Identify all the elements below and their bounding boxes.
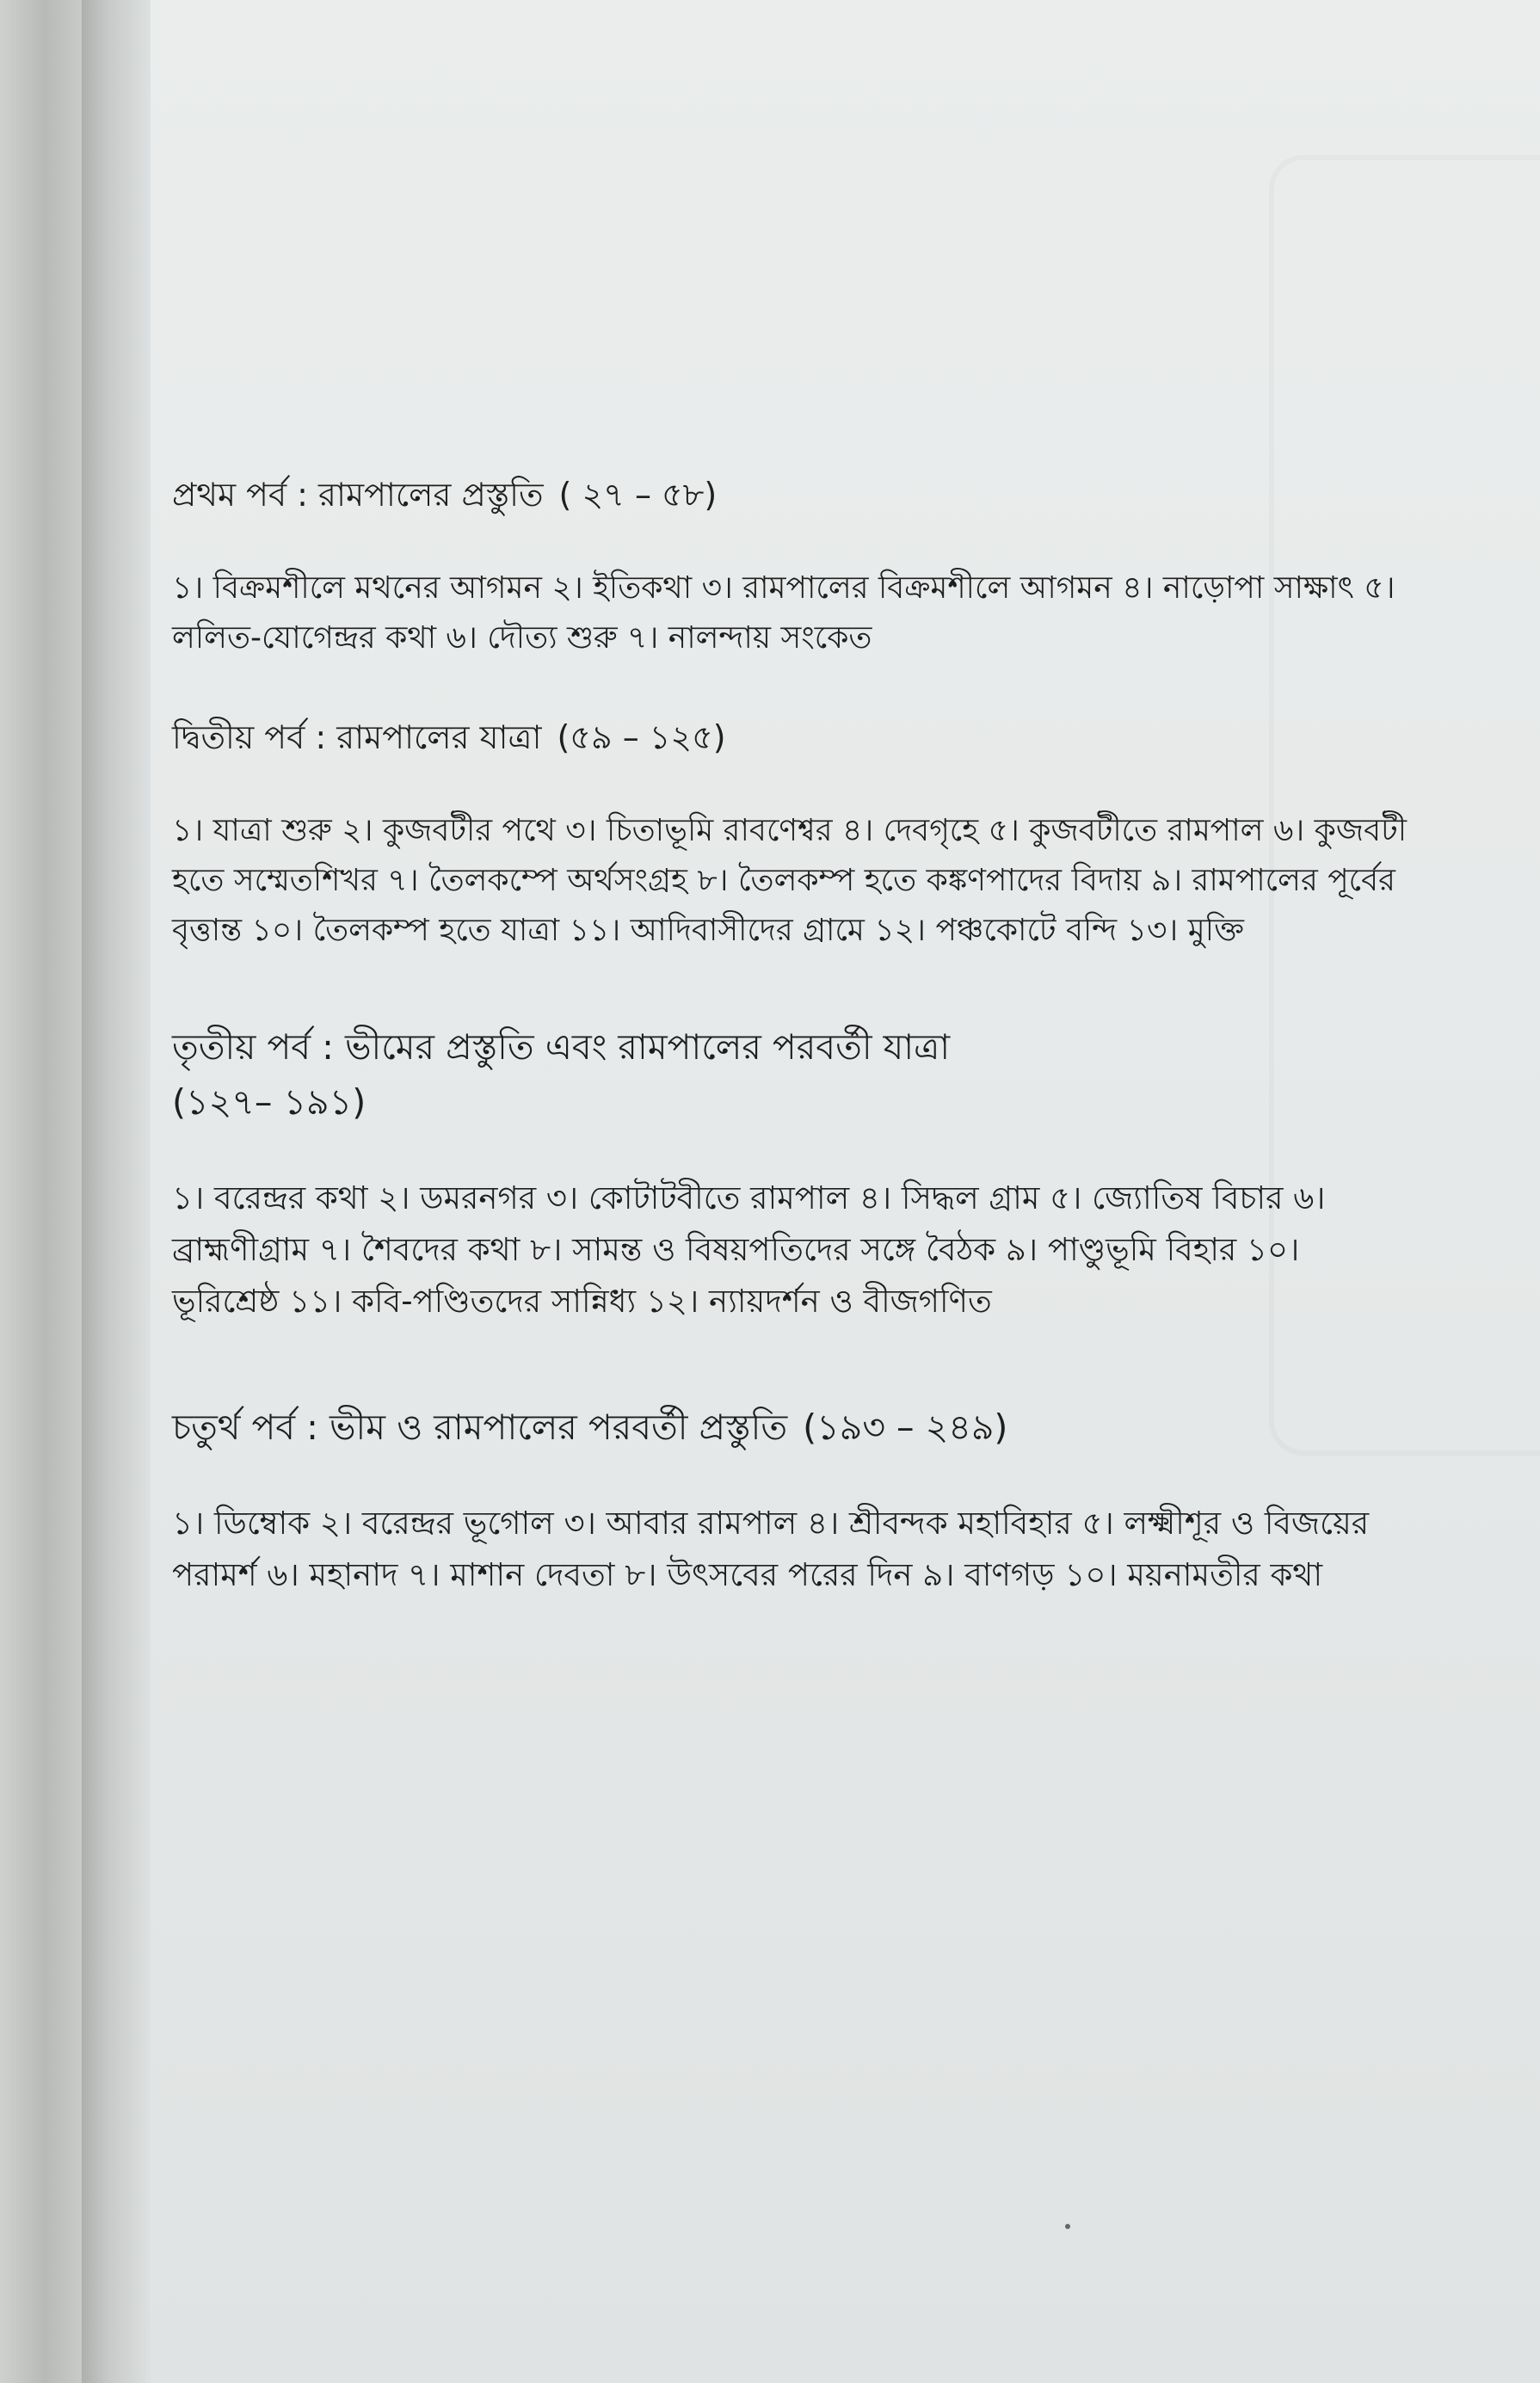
part-2-page-range: (৫৯ – ১২৫): [557, 718, 726, 756]
part-3-title: তৃতীয় পর্ব : ভীমের প্রস্তুতি এবং রামপালের পরবর্তী যাত্রা: [172, 1026, 951, 1068]
part-2-heading: [172, 711, 1411, 763]
part-3-chapters: ১। বরেন্দ্রর কথা ২। ডমরনগর ৩। কোটাটবীতে রামপাল ৪। সিদ্ধল গ্রাম ৫। জ্যোতিষ বিচার ৬। ব্রাহ্মণীগ্রাম ৭। শৈবদের কথা ৮। সামন্ত ও বিষয়পতিদের সঙ্গে বৈঠক ৯। পাণ্ডুভূমি বিহার ১০। ভূরিশ্রেষ্ঠ ১১। কবি-পণ্ডিতদের সান্নিধ্য ১২। ন্যায়দর্শন ও বীজগণিত: [172, 1179, 1326, 1320]
part-1-page-range: ( ২৭ – ৫৮): [558, 476, 718, 514]
part-1-title: প্রথম পর্ব : রামপালের প্রস্তুতি: [172, 476, 544, 514]
part-4-chapters: ১। ডিম্বোক ২। বরেন্দ্রর ভূগোল ৩। আবার রামপাল ৪। শ্রীবন্দক মহাবিহার ৫। লক্ষ্মীশূর ও বিজয়ের পরামর্শ ৬। মহানাদ ৭। মাশান দেবতা ৮। উৎসবের পরের দিন ৯। বাণগড় ১০। ময়নামতীর কথা: [172, 1505, 1370, 1593]
part-3-heading: [172, 1019, 1411, 1130]
part-1-heading: [172, 469, 1411, 520]
part-4-page-range: (১৯৩ – ২৪৯): [803, 1407, 1008, 1448]
part-1: [172, 469, 1411, 663]
table-of-contents: [172, 469, 1411, 1601]
part-2-chapters: ১। যাত্রা শুরু ২। কুজবটীর পথে ৩। চিতাভূমি রাবণেশ্বর ৪। দেবগৃহে ৫। কুজবটীতে রামপাল ৬। কুজবটী হতে সম্মেতশিখর ৭। তৈলকম্পে অর্থসংগ্রহ ৮। তৈলকম্প হতে কঙ্কণপাদের বিদায় ৯। রামপালের পূর্বের বৃত্তান্ত ১০। তৈলকম্প হতে যাত্রা ১১। আদিবাসীদের গ্রামে ১২। পঞ্চকোটে বন্দি ১৩। মুক্তি: [172, 813, 1408, 948]
page-edge-shadow: [82, 0, 151, 2383]
part-4-heading: [172, 1400, 1411, 1455]
part-4: [172, 1400, 1411, 1601]
part-3-page-range: (১২৭– ১৯১): [172, 1081, 367, 1123]
part-4-title: চতুর্থ পর্ব : ভীম ও রামপালের পরবর্তী প্রস্তুতি: [172, 1407, 788, 1448]
ink-speck: [1065, 2224, 1070, 2229]
book-spine: [0, 0, 82, 2383]
part-2-title: দ্বিতীয় পর্ব : রামপালের যাত্রা: [172, 718, 542, 756]
part-3: [172, 1019, 1411, 1327]
part-2: [172, 711, 1411, 956]
part-1-chapters: ১। বিক্রমশীলে মথনের আগমন ২। ইতিকথা ৩। রামপালের বিক্রমশীলে আগমন ৪। নাড়োপা সাক্ষাৎ ৫। ললিত-যোগেন্দ্রর কথা ৬। দৌত্য শুরু ৭। নালন্দায় সংকেত: [172, 570, 1395, 656]
